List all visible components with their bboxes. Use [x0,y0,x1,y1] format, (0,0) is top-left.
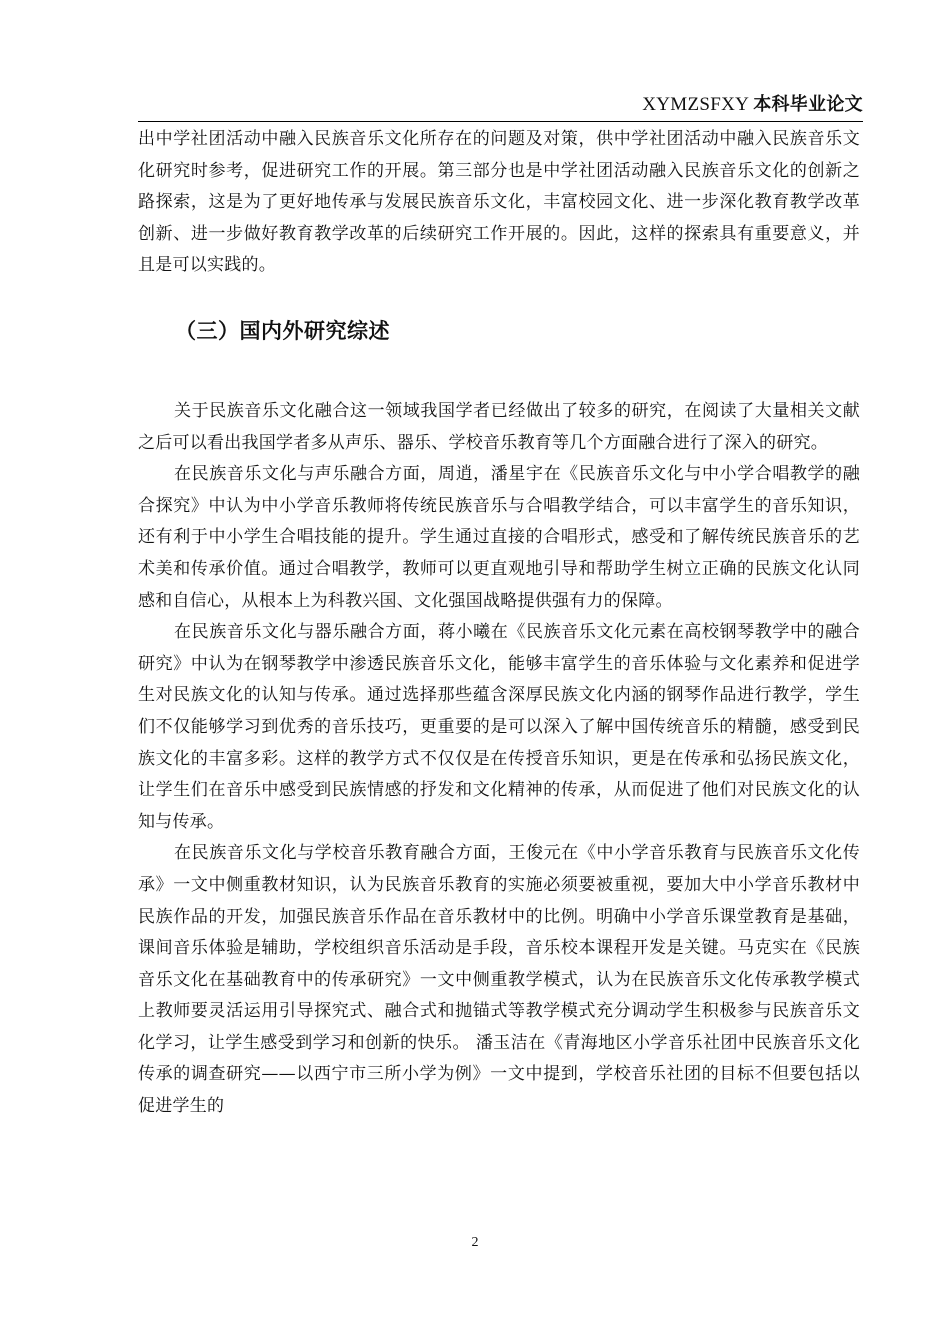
intro-paragraph: 出中学社团活动中融入民族音乐文化所存在的问题及对策，供中学社团活动中融入民族音乐文化研究时参考，促进研究工作的开展。第三部分也是中学社团活动融入民族音乐文化的创新之路探索，这是为了更好地传承与发展民族音乐文化，丰富校园文化、进一步深化教育教学改革创新、进一步做好教育教学改革的后续研究工作开展的。因此，这样的探索具有重要意义，并且是可以实践的。 [138,129,860,276]
running-header [138,92,863,118]
header-code: XYMZSFXY [642,94,750,115]
section-paragraph-1: 关于民族音乐文化融合这一领域我国学者已经做出了较多的研究，在阅读了大量相关文献之后可以看出我国学者多从声乐、器乐、学校音乐教育等几个方面融合进行了深入的研究。 [138,401,860,453]
page-number: 2 [471,1235,479,1250]
header-title: 本科毕业论文 [753,94,863,115]
header-rule [138,121,863,122]
section-paragraph-4: 在民族音乐文化与学校音乐教育融合方面，王俊元在《中小学音乐教育与民族音乐文化传承》一文中侧重教材知识，认为民族音乐教育的实施必须要被重视，要加大中小学音乐教材中民族作品的开发，加强民族音乐作品在音乐教材中的比例。明确中小学音乐课堂教育是基础，课间音乐体验是辅助，学校组织音乐活动是手段，音乐校本课程开发是关键。马克实在《民族音乐文化在基础教育中的传承研究》一文中侧重教学模式，认为在民族音乐文化传承教学模式上教师要灵活运用引导探究式、融合式和抛锚式等教学模式充分调动学生积极参与民族音乐文化学习，让学生感受到学习和创新的快乐。 潘玉洁在《青海地区小学音乐社团中民族音乐文化传承的调查研究——以西宁市三所小学为例》一文中提到，学校音乐社团的目标不但要包括以促进学生的 [138,843,860,1117]
section-body [138,396,860,1123]
section-paragraph-3: 在民族音乐文化与器乐融合方面，蒋小曦在《民族音乐文化元素在高校钢琴教学中的融合研究》中认为在钢琴教学中渗透民族音乐文化，能够丰富学生的音乐体验与文化素养和促进学生对民族文化的认知与传承。通过选择那些蕴含深厚民族文化内涵的钢琴作品进行教学，学生们不仅能够学习到优秀的音乐技巧，更重要的是可以深入了解中国传统音乐的精髓，感受到民族文化的丰富多彩。这样的教学方式不仅仅是在传授音乐知识，更是在传承和弘扬民族文化，让学生们在音乐中感受到民族情感的抒发和文化精神的传承，从而促进了他们对民族文化的认知与传承。 [138,622,860,832]
section-paragraph-2: 在民族音乐文化与声乐融合方面，周逍，潘星宇在《民族音乐文化与中小学合唱教学的融合探究》中认为中小学音乐教师将传统民族音乐与合唱教学结合，可以丰富学生的音乐知识，还有利于中小学生合唱技能的提升。学生通过直接的合唱形式，感受和了解传统民族音乐的艺术美和传承价值。通过合唱教学，教师可以更直观地引导和帮助学生树立正确的民族文化认同感和自信心，从根本上为科教兴国、文化强国战略提供强有力的保障。 [138,464,860,611]
intro-block [138,124,860,282]
section-heading: （三）国内外研究综述 [175,319,390,343]
